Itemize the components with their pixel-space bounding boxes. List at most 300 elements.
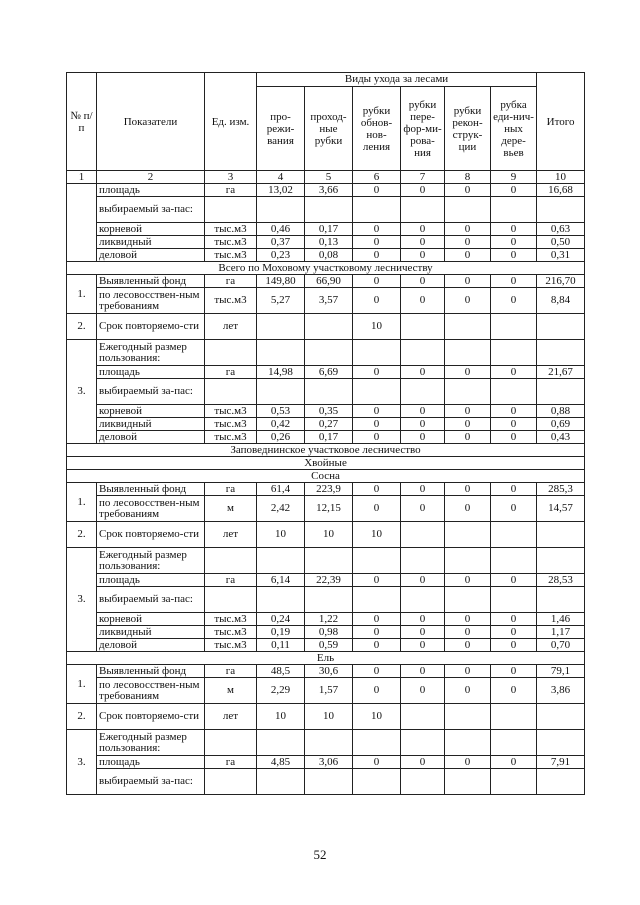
- unit-cell: тыс.м3: [205, 223, 257, 236]
- value-cell: 5,27: [257, 288, 305, 314]
- total-cell: 285,3: [537, 483, 585, 496]
- value-cell: 0: [491, 249, 537, 262]
- value-cell: 0,37: [257, 236, 305, 249]
- row-number: 1.: [67, 483, 97, 522]
- value-cell: 0: [353, 483, 401, 496]
- value-cell: 0: [401, 678, 445, 704]
- value-cell: 0: [445, 405, 491, 418]
- table-row: [67, 548, 585, 574]
- value-cell: 0: [353, 223, 401, 236]
- unit-cell: га: [205, 756, 257, 769]
- value-cell: 0: [353, 405, 401, 418]
- total-cell: 21,67: [537, 366, 585, 379]
- value-cell: 149,80: [257, 275, 305, 288]
- table-row: [67, 379, 585, 405]
- empty-cell: [491, 379, 537, 405]
- value-cell: 0: [445, 678, 491, 704]
- unit-cell: га: [205, 184, 257, 197]
- value-cell: 10: [353, 522, 401, 548]
- table-row: [67, 678, 585, 704]
- value-cell: 0: [353, 665, 401, 678]
- total-cell: 0,50: [537, 236, 585, 249]
- unit-cell: лет: [205, 314, 257, 340]
- empty-cell: [205, 548, 257, 574]
- table-row: [67, 288, 585, 314]
- value-cell: 0: [491, 483, 537, 496]
- table-row: [67, 236, 585, 249]
- empty-cell: [491, 340, 537, 366]
- unit-cell: га: [205, 366, 257, 379]
- unit-cell: тыс.м3: [205, 405, 257, 418]
- value-cell: 0: [401, 184, 445, 197]
- unit-cell: га: [205, 665, 257, 678]
- indicator-label: Срок повторяемо-сти: [97, 704, 205, 730]
- value-cell: 0: [353, 678, 401, 704]
- value-cell: 30,6: [305, 665, 353, 678]
- value-cell: 4,85: [257, 756, 305, 769]
- col-number: 5: [305, 171, 353, 184]
- empty-cell: [305, 548, 353, 574]
- total-cell: 28,53: [537, 574, 585, 587]
- table-row: [67, 769, 585, 795]
- col-header-type: про-режи-вания: [257, 87, 305, 171]
- table-row: [67, 249, 585, 262]
- empty-cell: [257, 769, 305, 795]
- value-cell: 0: [445, 431, 491, 444]
- value-cell: 1,22: [305, 613, 353, 626]
- empty-cell: [537, 379, 585, 405]
- value-cell: 0: [401, 483, 445, 496]
- col-number: 2: [97, 171, 205, 184]
- value-cell: 0: [401, 366, 445, 379]
- row-number: 1.: [67, 665, 97, 704]
- table-row: [67, 197, 585, 223]
- indicator-label: Срок повторяемо-сти: [97, 314, 205, 340]
- unit-cell: га: [205, 574, 257, 587]
- unit-cell: тыс.м3: [205, 613, 257, 626]
- value-cell: 0: [353, 756, 401, 769]
- empty-cell: [205, 340, 257, 366]
- empty-cell: [401, 379, 445, 405]
- empty-cell: [353, 730, 401, 756]
- value-cell: 0: [445, 483, 491, 496]
- value-cell: 0: [401, 639, 445, 652]
- value-cell: 0: [445, 626, 491, 639]
- value-cell: 0: [401, 275, 445, 288]
- table-row: [67, 587, 585, 613]
- total-cell: 16,68: [537, 184, 585, 197]
- table-row: [67, 340, 585, 366]
- empty-cell: [445, 197, 491, 223]
- empty-cell: [401, 587, 445, 613]
- indicator-label: выбираемый за-пас:: [97, 197, 205, 223]
- value-cell: 0,11: [257, 639, 305, 652]
- col-header-unit: Ед. изм.: [205, 73, 257, 171]
- value-cell: 2,42: [257, 496, 305, 522]
- section-title: Сосна: [67, 470, 585, 483]
- empty-cell: [445, 548, 491, 574]
- table-row: [67, 223, 585, 236]
- indicator-label: Срок повторяемо-сти: [97, 522, 205, 548]
- value-cell: 0: [401, 496, 445, 522]
- total-cell: 3,86: [537, 678, 585, 704]
- col-header-type: рубка еди-нич-ных дере-вьев: [491, 87, 537, 171]
- indicator-label: площадь: [97, 574, 205, 587]
- value-cell: 0: [353, 613, 401, 626]
- empty-cell: [257, 548, 305, 574]
- value-cell: 0: [445, 366, 491, 379]
- table-row: [67, 366, 585, 379]
- value-cell: 0: [353, 275, 401, 288]
- page-number: 52: [313, 847, 327, 862]
- row-number: 2.: [67, 314, 97, 340]
- indicator-label: корневой: [97, 223, 205, 236]
- empty-cell: [537, 730, 585, 756]
- value-cell: 0: [491, 574, 537, 587]
- value-cell: 10: [305, 522, 353, 548]
- section-title: Заповеднинское участковое лесничество: [67, 444, 585, 457]
- row-number: 2.: [67, 522, 97, 548]
- section-row: [67, 457, 585, 470]
- empty-cell: [491, 587, 537, 613]
- value-cell: 0,26: [257, 431, 305, 444]
- value-cell: 10: [353, 314, 401, 340]
- value-cell: 0,08: [305, 249, 353, 262]
- value-cell: 0: [401, 249, 445, 262]
- value-cell: 0,35: [305, 405, 353, 418]
- section-row: [67, 444, 585, 457]
- value-cell: 0: [445, 496, 491, 522]
- table-row: [67, 613, 585, 626]
- empty-cell: [491, 730, 537, 756]
- indicator-label: по лесовосствен-ным требованиям: [97, 496, 205, 522]
- col-header-total: Итого: [537, 73, 585, 171]
- value-cell: 0: [491, 236, 537, 249]
- indicator-label: Выявленный фонд: [97, 275, 205, 288]
- value-cell: 48,5: [257, 665, 305, 678]
- value-cell: 0,46: [257, 223, 305, 236]
- value-cell: 0: [445, 613, 491, 626]
- value-cell: [305, 314, 353, 340]
- value-cell: 0: [353, 639, 401, 652]
- value-cell: 0: [445, 756, 491, 769]
- value-cell: 0: [401, 288, 445, 314]
- indicator-label: корневой: [97, 405, 205, 418]
- value-cell: 0,19: [257, 626, 305, 639]
- empty-cell: [445, 730, 491, 756]
- table-row: [67, 522, 585, 548]
- value-cell: [491, 314, 537, 340]
- section-title: Ель: [67, 652, 585, 665]
- table-row: [67, 431, 585, 444]
- value-cell: [445, 522, 491, 548]
- value-cell: 0: [353, 288, 401, 314]
- value-cell: 12,15: [305, 496, 353, 522]
- value-cell: [401, 522, 445, 548]
- empty-cell: [537, 197, 585, 223]
- indicator-label: деловой: [97, 249, 205, 262]
- value-cell: 0,24: [257, 613, 305, 626]
- indicator-label: Ежегодный размер пользования:: [97, 548, 205, 574]
- value-cell: 0: [445, 223, 491, 236]
- col-number: 6: [353, 171, 401, 184]
- col-header-number: № п/п: [67, 73, 97, 171]
- indicator-label: выбираемый за-пас:: [97, 769, 205, 795]
- value-cell: 13,02: [257, 184, 305, 197]
- value-cell: 10: [257, 522, 305, 548]
- section-row: [67, 262, 585, 275]
- value-cell: 0,17: [305, 431, 353, 444]
- value-cell: 0: [401, 223, 445, 236]
- empty-cell: [257, 730, 305, 756]
- empty-cell: [257, 587, 305, 613]
- indicator-label: ликвидный: [97, 626, 205, 639]
- total-cell: 1,17: [537, 626, 585, 639]
- indicator-label: Выявленный фонд: [97, 665, 205, 678]
- value-cell: 0,59: [305, 639, 353, 652]
- unit-cell: га: [205, 483, 257, 496]
- empty-cell: [537, 587, 585, 613]
- indicator-label: Ежегодный размер пользования:: [97, 340, 205, 366]
- value-cell: 0: [401, 756, 445, 769]
- value-cell: 0: [401, 418, 445, 431]
- indicator-label: деловой: [97, 431, 205, 444]
- empty-cell: [491, 197, 537, 223]
- empty-cell: [401, 197, 445, 223]
- value-cell: [445, 704, 491, 730]
- value-cell: 6,14: [257, 574, 305, 587]
- indicator-label: Ежегодный размер пользования:: [97, 730, 205, 756]
- col-number: 4: [257, 171, 305, 184]
- section-row: [67, 652, 585, 665]
- empty-cell: [353, 548, 401, 574]
- value-cell: 0: [401, 431, 445, 444]
- value-cell: 1,57: [305, 678, 353, 704]
- empty-cell: [401, 340, 445, 366]
- row-number: [67, 184, 97, 262]
- col-header-indicators: Показатели: [97, 73, 205, 171]
- value-cell: 0: [353, 366, 401, 379]
- empty-cell: [257, 379, 305, 405]
- table-row: [67, 314, 585, 340]
- table-row: [67, 184, 585, 197]
- value-cell: 14,98: [257, 366, 305, 379]
- empty-cell: [401, 730, 445, 756]
- empty-cell: [205, 769, 257, 795]
- value-cell: 0: [353, 496, 401, 522]
- empty-cell: [537, 769, 585, 795]
- value-cell: 0: [353, 418, 401, 431]
- value-cell: 10: [305, 704, 353, 730]
- value-cell: [491, 522, 537, 548]
- forest-care-table: [66, 72, 585, 795]
- col-number: 8: [445, 171, 491, 184]
- total-cell: [537, 314, 585, 340]
- value-cell: 3,06: [305, 756, 353, 769]
- total-cell: 79,1: [537, 665, 585, 678]
- value-cell: 0: [445, 574, 491, 587]
- empty-cell: [445, 587, 491, 613]
- indicator-label: корневой: [97, 613, 205, 626]
- value-cell: 3,66: [305, 184, 353, 197]
- unit-cell: тыс.м3: [205, 626, 257, 639]
- value-cell: 66,90: [305, 275, 353, 288]
- total-cell: 14,57: [537, 496, 585, 522]
- col-header-type: рубки пере-фор-ми-рова-ния: [401, 87, 445, 171]
- total-cell: 0,43: [537, 431, 585, 444]
- unit-cell: лет: [205, 704, 257, 730]
- empty-cell: [305, 730, 353, 756]
- total-cell: [537, 704, 585, 730]
- value-cell: 0,27: [305, 418, 353, 431]
- row-number: 3.: [67, 730, 97, 795]
- section-row: [67, 470, 585, 483]
- value-cell: 0: [401, 613, 445, 626]
- empty-cell: [353, 340, 401, 366]
- total-cell: 1,46: [537, 613, 585, 626]
- unit-cell: м: [205, 496, 257, 522]
- table-row: [67, 574, 585, 587]
- indicator-label: выбираемый за-пас:: [97, 379, 205, 405]
- indicator-label: выбираемый за-пас:: [97, 587, 205, 613]
- value-cell: 0: [445, 249, 491, 262]
- total-cell: [537, 522, 585, 548]
- value-cell: 0: [445, 275, 491, 288]
- col-header-type: рубки обнов-нов-ления: [353, 87, 401, 171]
- indicator-label: площадь: [97, 366, 205, 379]
- total-cell: 8,84: [537, 288, 585, 314]
- value-cell: 0,17: [305, 223, 353, 236]
- value-cell: 0: [491, 184, 537, 197]
- empty-cell: [305, 769, 353, 795]
- value-cell: 0,53: [257, 405, 305, 418]
- unit-cell: тыс.м3: [205, 249, 257, 262]
- value-cell: 0: [491, 366, 537, 379]
- col-header-type: рубки рекон-струк-ции: [445, 87, 491, 171]
- value-cell: [445, 314, 491, 340]
- empty-cell: [445, 769, 491, 795]
- value-cell: 0: [491, 223, 537, 236]
- row-number: 1.: [67, 275, 97, 314]
- value-cell: 0: [445, 184, 491, 197]
- value-cell: [491, 704, 537, 730]
- value-cell: 22,39: [305, 574, 353, 587]
- empty-cell: [305, 379, 353, 405]
- value-cell: 0: [491, 665, 537, 678]
- table-row: [67, 626, 585, 639]
- value-cell: 0: [353, 236, 401, 249]
- value-cell: 0: [491, 275, 537, 288]
- value-cell: 0: [445, 665, 491, 678]
- col-number: 3: [205, 171, 257, 184]
- empty-cell: [257, 197, 305, 223]
- value-cell: 0,42: [257, 418, 305, 431]
- value-cell: 0: [491, 496, 537, 522]
- value-cell: 0: [401, 236, 445, 249]
- value-cell: 0: [491, 626, 537, 639]
- col-header-type: проход-ные рубки: [305, 87, 353, 171]
- empty-cell: [353, 379, 401, 405]
- total-cell: 216,70: [537, 275, 585, 288]
- value-cell: 0: [353, 626, 401, 639]
- empty-cell: [401, 548, 445, 574]
- value-cell: 0,23: [257, 249, 305, 262]
- value-cell: [257, 314, 305, 340]
- empty-cell: [257, 340, 305, 366]
- value-cell: 0: [491, 639, 537, 652]
- indicator-label: по лесовосствен-ным требованиям: [97, 678, 205, 704]
- table-row: [67, 704, 585, 730]
- value-cell: 0: [491, 678, 537, 704]
- row-number: 3.: [67, 340, 97, 444]
- total-cell: 0,88: [537, 405, 585, 418]
- value-cell: 0: [353, 431, 401, 444]
- value-cell: [401, 704, 445, 730]
- empty-cell: [353, 197, 401, 223]
- unit-cell: тыс.м3: [205, 236, 257, 249]
- section-title: Хвойные: [67, 457, 585, 470]
- section-title: Всего по Моховому участковому лесничеству: [67, 262, 585, 275]
- empty-cell: [205, 379, 257, 405]
- total-cell: 0,31: [537, 249, 585, 262]
- unit-cell: тыс.м3: [205, 418, 257, 431]
- col-header-group: Виды ухода за лесами: [257, 73, 537, 87]
- empty-cell: [445, 340, 491, 366]
- empty-cell: [305, 197, 353, 223]
- empty-cell: [491, 548, 537, 574]
- value-cell: 61,4: [257, 483, 305, 496]
- value-cell: 0: [401, 626, 445, 639]
- value-cell: 6,69: [305, 366, 353, 379]
- value-cell: 0: [353, 184, 401, 197]
- empty-cell: [491, 769, 537, 795]
- empty-cell: [205, 197, 257, 223]
- value-cell: 0: [491, 405, 537, 418]
- value-cell: 0: [445, 288, 491, 314]
- value-cell: 0: [491, 288, 537, 314]
- unit-cell: м: [205, 678, 257, 704]
- indicator-label: Выявленный фонд: [97, 483, 205, 496]
- value-cell: 223,9: [305, 483, 353, 496]
- col-number: 9: [491, 171, 537, 184]
- value-cell: 0: [491, 613, 537, 626]
- empty-cell: [353, 769, 401, 795]
- total-cell: 0,63: [537, 223, 585, 236]
- total-cell: 0,69: [537, 418, 585, 431]
- table-row: [67, 405, 585, 418]
- table-row: [67, 418, 585, 431]
- value-cell: 0: [445, 418, 491, 431]
- value-cell: 0: [445, 639, 491, 652]
- indicator-label: деловой: [97, 639, 205, 652]
- total-cell: 7,91: [537, 756, 585, 769]
- empty-cell: [401, 769, 445, 795]
- col-number: 10: [537, 171, 585, 184]
- value-cell: 0: [445, 236, 491, 249]
- table-row: [67, 275, 585, 288]
- indicator-label: площадь: [97, 756, 205, 769]
- indicator-label: ликвидный: [97, 418, 205, 431]
- table-row: [67, 665, 585, 678]
- row-number: 3.: [67, 548, 97, 652]
- total-cell: 0,70: [537, 639, 585, 652]
- value-cell: 2,29: [257, 678, 305, 704]
- empty-cell: [205, 587, 257, 613]
- table-row: [67, 483, 585, 496]
- value-cell: 0: [401, 665, 445, 678]
- empty-cell: [537, 340, 585, 366]
- indicator-label: по лесовосствен-ным требованиям: [97, 288, 205, 314]
